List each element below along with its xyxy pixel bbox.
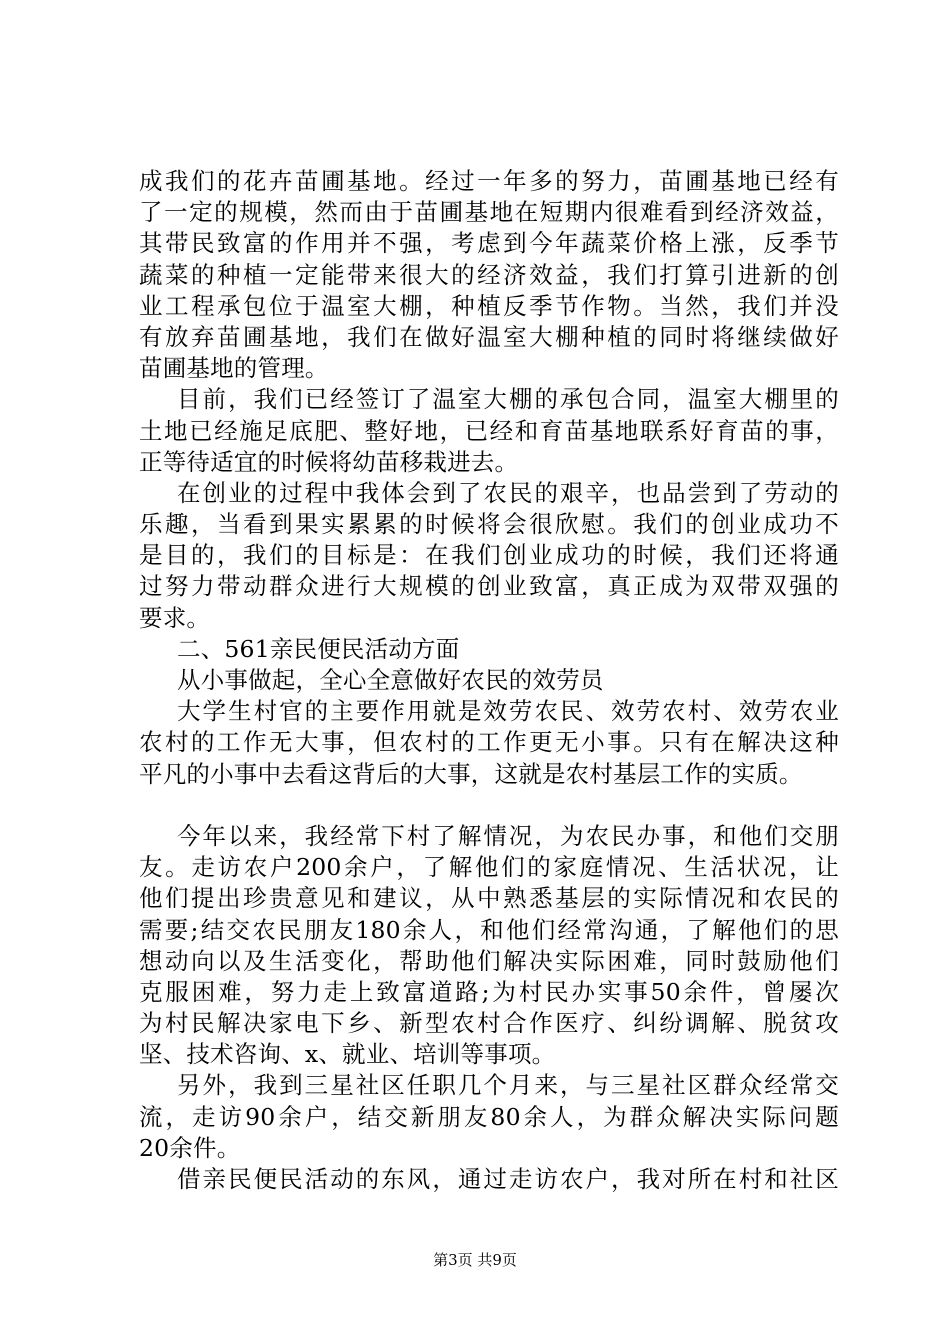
text-line: 成我们的花卉苗圃基地。经过一年多的努力，苗圃基地已经有: [139, 167, 839, 195]
text-line: 需要;结交农民朋友180余人，和他们经常沟通，了解他们的思: [139, 915, 839, 944]
text-line: 友。走访农户200余户，了解他们的家庭情况、生活状况，让: [139, 853, 839, 882]
text-line: 乐趣，当看到果实累累的时候将会很欣慰。我们的创业成功不: [139, 510, 839, 539]
text-line: 在创业的过程中我体会到了农民的艰辛，也品尝到了劳动的: [177, 478, 839, 507]
text-line: 农村的工作无大事，但农村的工作更无小事。只有在解决这种: [139, 728, 839, 757]
text-line: 过努力带动群众进行大规模的创业致富，真正成为双带双强的: [139, 572, 839, 601]
text-line: 20余件。: [139, 1133, 241, 1162]
document-body: [139, 166, 839, 1195]
text-line: 借亲民便民活动的东风，通过走访农户，我对所在村和社区: [177, 1165, 839, 1193]
page-footer: [0, 1250, 950, 1270]
text-line: 他们提出珍贵意见和建议，从中熟悉基层的实际情况和农民的: [139, 884, 839, 913]
text-line: 坚、技术咨询、x、就业、培训等事项。: [139, 1040, 556, 1069]
text-line: 流，走访90余户，结交新朋友80余人，为群众解决实际问题: [139, 1102, 839, 1131]
text-line: 其带民致富的作用并不强，考虑到今年蔬菜价格上涨，反季节: [139, 229, 839, 258]
text-line: 大学生村官的主要作用就是效劳农民、效劳农村、效劳农业: [177, 697, 839, 726]
text-line: 正等待适宜的时候将幼苗移栽进去。: [139, 447, 519, 476]
subheading: 从小事做起，全心全意做好农民的效劳员: [177, 666, 604, 694]
text-line: 另外，我到三星社区任职几个月来，与三星社区群众经常交: [177, 1071, 839, 1100]
text-line: 是目的，我们的目标是：在我们创业成功的时候，我们还将通: [139, 541, 839, 570]
text-line: 平凡的小事中去看这背后的大事，这就是农村基层工作的实质。: [139, 759, 803, 788]
paragraph-gap: [139, 790, 839, 821]
text-line: 有放弃苗圃基地，我们在做好温室大棚种植的同时将继续做好: [139, 322, 839, 351]
text-line: 为村民解决家电下乡、新型农村合作医疗、纠纷调解、脱贫攻: [139, 1009, 839, 1038]
text-line: 土地已经施足底肥、整好地，已经和育苗基地联系好育苗的事，: [139, 416, 839, 445]
text-line: 克服困难，努力走上致富道路;为村民办实事50余件，曾屡次: [139, 977, 839, 1006]
text-line: 要求。: [139, 603, 211, 632]
text-line: 想动向以及生活变化，帮助他们解决实际困难，同时鼓励他们: [139, 946, 839, 975]
text-line: 业工程承包位于温室大棚，种植反季节作物。当然，我们并没: [139, 291, 839, 320]
text-line: 目前，我们已经签订了温室大棚的承包合同，温室大棚里的: [177, 385, 839, 414]
page-number: 第3页 共9页: [433, 1251, 517, 1269]
text-line: 今年以来，我经常下村了解情况，为农民办事，和他们交朋: [177, 821, 839, 850]
section-heading: 二、561亲民便民活动方面: [177, 634, 460, 663]
text-line: 了一定的规模，然而由于苗圃基地在短期内很难看到经济效益，: [139, 198, 839, 227]
text-line: 苗圃基地的管理。: [139, 354, 329, 383]
text-line: 蔬菜的种植一定能带来很大的经济效益，我们打算引进新的创: [139, 260, 839, 289]
